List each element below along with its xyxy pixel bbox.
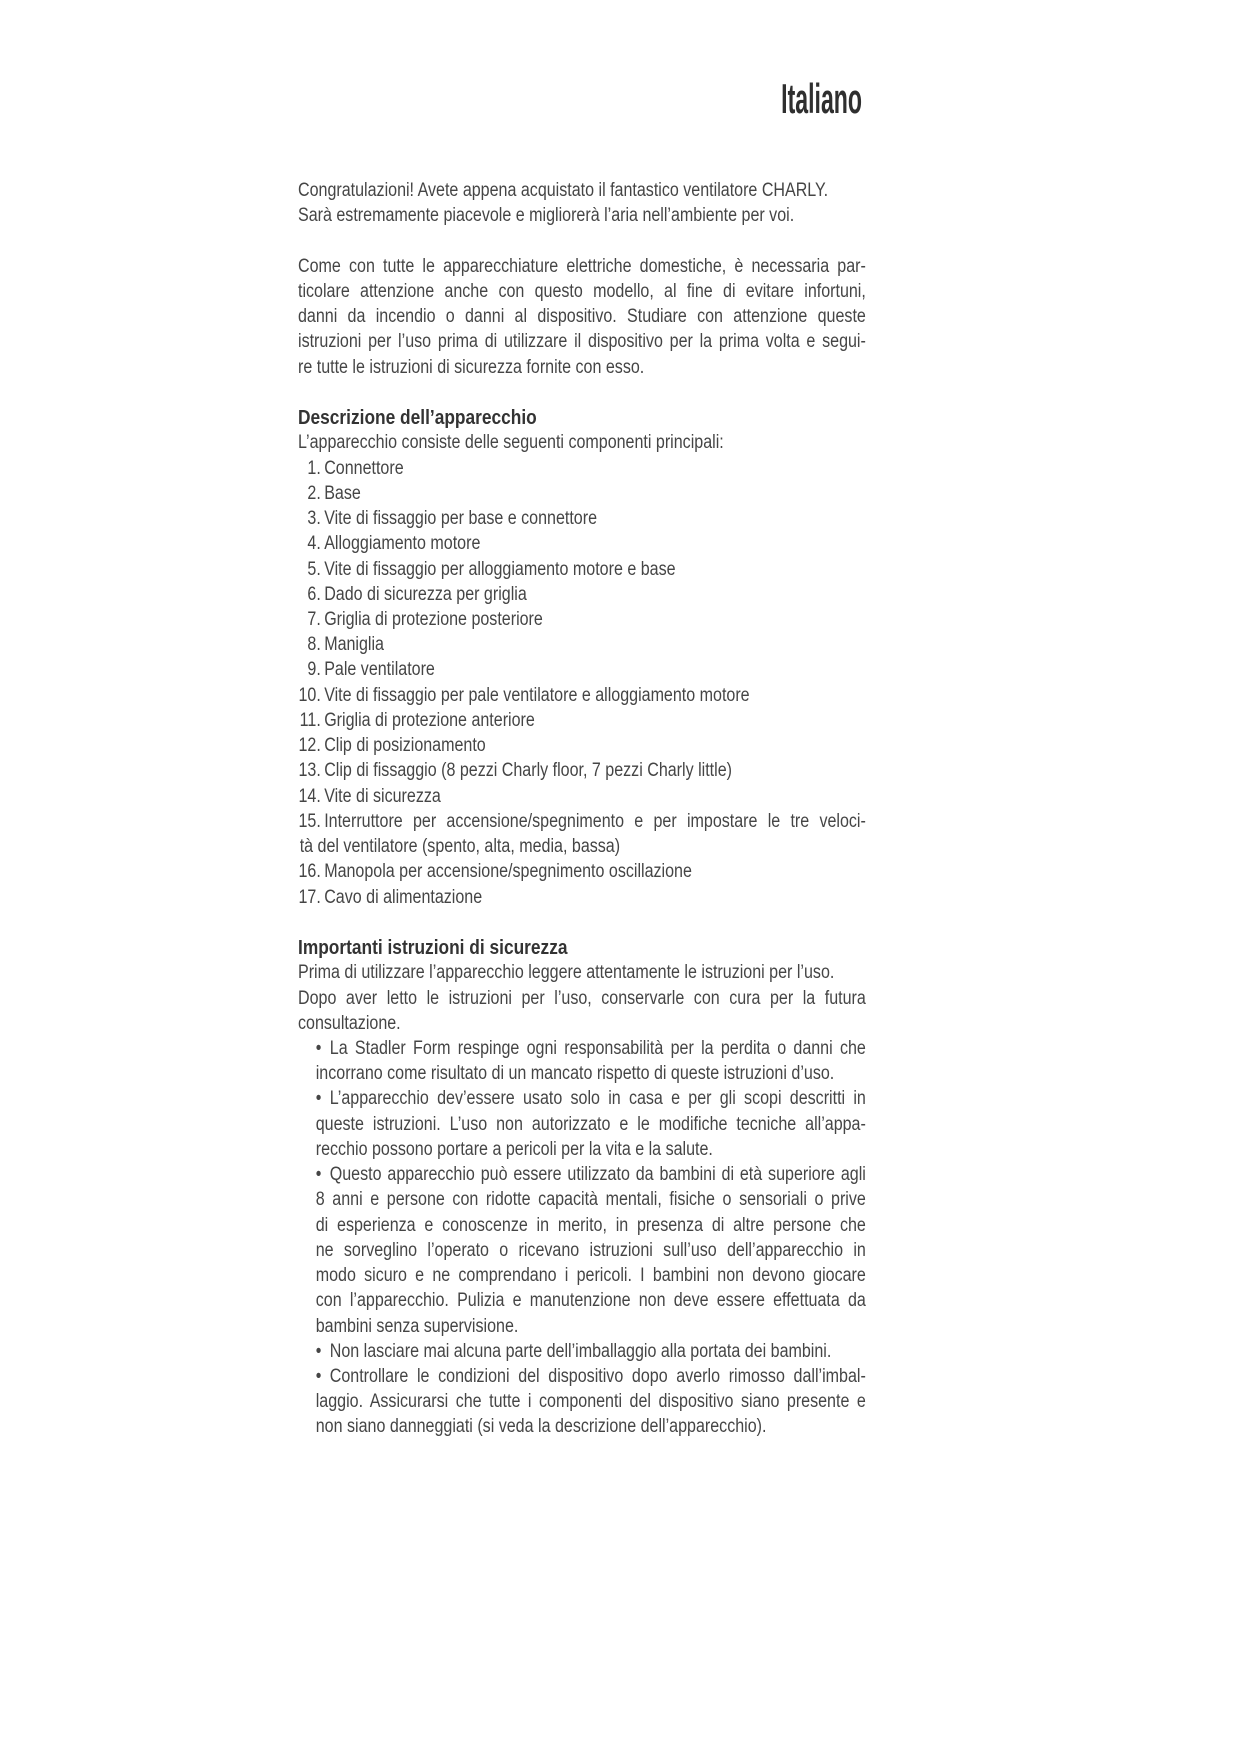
item-number: 4.	[307, 533, 321, 555]
bullet-first-line	[316, 1364, 866, 1389]
list-item	[298, 885, 866, 910]
list-item	[298, 582, 866, 607]
item-text: Dado di sicurezza per griglia	[324, 583, 527, 605]
components-list	[298, 456, 866, 910]
list-item	[298, 531, 866, 556]
item-text: Pale ventilatore	[324, 659, 435, 681]
section-heading: Importanti istruzioni di sicurezza	[298, 936, 568, 960]
item-number: 8.	[307, 634, 321, 656]
bullet-line: 8 anni e persone con ridotte capacità mentali, fisiche o sensoriali o prive	[315, 1189, 866, 1211]
item-text: Base	[324, 482, 361, 504]
item-number: 14.	[298, 785, 321, 807]
bullet-line: modo sicuro e ne comprendano i pericoli. I bambini non devono giocare	[315, 1265, 866, 1287]
bullet-line: di esperienza e conoscenze in merito, in presenza di altre persone che	[315, 1214, 866, 1236]
list-item	[298, 859, 866, 884]
item-text-continuation: tà del ventilatore (spento, alta, media, bassa)	[299, 836, 621, 858]
bullet-item	[316, 1162, 866, 1339]
item-text: Alloggiamento motore	[324, 533, 481, 555]
bullet-item	[316, 1364, 866, 1440]
bullet-line: incorrano come risultato di un mancato rispetto di queste istruzioni d’uso.	[315, 1063, 835, 1085]
bullet-first-line	[316, 1036, 866, 1061]
section-heading: Descrizione dell’apparecchio	[298, 406, 537, 430]
list-item	[298, 481, 866, 506]
item-text: Vite di fissaggio per alloggiamento motore e base	[324, 558, 676, 580]
list-item	[298, 456, 866, 481]
paragraph-line: re tutte le istruzioni di sicurezza fornite con esso.	[298, 356, 645, 378]
item-number: 11.	[299, 709, 321, 731]
item-number: 9.	[307, 659, 321, 681]
list-item	[298, 607, 866, 632]
list-item	[298, 557, 866, 582]
paragraph-line: danni da incendio o danni al dispositivo. Studiare con attenzione queste	[298, 306, 866, 328]
intro-paragraph	[298, 178, 866, 228]
list-item	[298, 632, 866, 657]
page-title: Italiano	[781, 75, 862, 122]
item-number: 6.	[307, 583, 321, 605]
item-text: Vite di sicurezza	[324, 785, 441, 807]
bullet-text: Non lasciare mai alcuna parte dell’imballaggio alla portata dei bambini.	[329, 1340, 832, 1362]
bullet-text: La Stadler Form respinge ogni responsabilità per la perdita o danni che	[329, 1037, 866, 1059]
paragraph-line: istruzioni per l’uso prima di utilizzare il dispositivo per la prima volta e segui-	[298, 331, 866, 353]
list-item	[298, 708, 866, 733]
bullet-marker: •	[315, 1164, 322, 1186]
list-item	[298, 784, 866, 809]
list-item	[298, 506, 866, 531]
description-section	[298, 405, 866, 910]
bullet-line: con l’apparecchio. Pulizia e manutenzione non deve essere effettuata da	[315, 1290, 866, 1312]
item-text: Vite di fissaggio per base e connettore	[324, 508, 598, 530]
item-number: 3.	[307, 508, 321, 530]
bullet-first-line	[316, 1162, 866, 1187]
text-column	[298, 178, 866, 1440]
bullet-line: non siano danneggiati (si veda la descrizione dell’apparecchio).	[315, 1416, 767, 1438]
list-item	[298, 657, 866, 682]
item-text: Clip di posizionamento	[324, 735, 486, 757]
item-text: Clip di fissaggio (8 pezzi Charly floor, 7 pezzi Charly little)	[324, 760, 732, 782]
item-number: 17.	[298, 886, 321, 908]
paragraph-spacer	[298, 910, 866, 935]
item-text: Cavo di alimentazione	[324, 886, 483, 908]
item-text: Griglia di protezione anteriore	[324, 709, 535, 731]
bullet-first-line	[316, 1339, 866, 1364]
safety-bullet-list	[298, 1036, 866, 1440]
bullet-text: L’apparecchio dev’essere usato solo in casa e per gli scopi descritti in	[329, 1088, 866, 1110]
paragraph-line: Come con tutte le apparecchiature elettriche domestiche, è necessaria par-	[298, 255, 866, 277]
item-text: Griglia di protezione posteriore	[324, 608, 543, 630]
bullet-first-line	[316, 1086, 866, 1111]
list-item	[298, 733, 866, 758]
bullet-line: queste istruzioni. L’uso non autorizzato e le modifiche tecniche all’appa-	[315, 1113, 866, 1135]
bullet-marker: •	[315, 1366, 322, 1388]
paragraph-spacer	[298, 380, 866, 405]
item-number: 5.	[307, 558, 321, 580]
bullet-line: bambini senza supervisione.	[315, 1315, 519, 1337]
bullet-marker: •	[315, 1340, 322, 1362]
item-number: 16.	[298, 861, 321, 883]
paragraph-line: Dopo aver letto le istruzioni per l’uso, conservarle con cura per la futura	[298, 987, 866, 1009]
bullet-line: laggio. Assicurarsi che tutte i componenti del dispositivo siano presente e	[315, 1391, 866, 1413]
item-number: 10.	[298, 684, 321, 706]
list-item	[298, 683, 866, 708]
bullet-item	[316, 1339, 866, 1364]
paragraph-line: ticolare attenzione anche con questo modello, al fine di evitare infortuni,	[298, 280, 866, 302]
item-number: 13.	[298, 760, 321, 782]
item-text: Vite di fissaggio per pale ventilatore e alloggiamento motore	[324, 684, 750, 706]
bullet-item	[316, 1036, 866, 1086]
item-text: Maniglia	[324, 634, 384, 656]
item-text: Manopola per accensione/spegnimento oscillazione	[324, 861, 692, 883]
item-number: 2.	[307, 482, 321, 504]
bullet-marker: •	[315, 1037, 322, 1059]
bullet-text: Controllare le condizioni del dispositivo dopo averlo rimosso dall’imbal-	[329, 1366, 866, 1388]
paragraph-line: consultazione.	[298, 1012, 401, 1034]
precautions-paragraph	[298, 254, 866, 380]
bullet-text: Questo apparecchio può essere utilizzato da bambini di età superiore agli	[329, 1164, 866, 1186]
item-text: Interruttore per accensione/spegnimento e per impostare le tre veloci-	[324, 810, 866, 832]
item-number: 12.	[298, 735, 321, 757]
safety-section	[298, 935, 866, 1440]
list-item	[298, 809, 866, 859]
item-number: 7.	[307, 608, 321, 630]
list-item-first-line	[298, 809, 866, 834]
bullet-item	[316, 1086, 866, 1162]
bullet-line: ne sorveglino l’operato o ricevano istruzioni sull’uso dell’apparecchio in	[315, 1239, 866, 1261]
paragraph-line: Prima di utilizzare l’apparecchio leggere attentamente le istruzioni per l’uso.	[298, 962, 835, 984]
paragraph-spacer	[298, 228, 866, 253]
paragraph-line: Congratulazioni! Avete appena acquistato il fantastico ventilatore CHARLY.	[298, 180, 829, 201]
item-number: 15.	[298, 810, 321, 832]
bullet-marker: •	[315, 1088, 322, 1110]
bullet-line: recchio possono portare a pericoli per la vita e la salute.	[315, 1138, 713, 1160]
item-text: Connettore	[324, 457, 404, 479]
paragraph-line: Sarà estremamente piacevole e migliorerà l’aria nell’ambiente per voi.	[298, 205, 795, 227]
item-number: 1.	[307, 457, 321, 479]
list-item	[298, 758, 866, 783]
section-intro: L’apparecchio consiste delle seguenti componenti principali:	[298, 432, 724, 454]
